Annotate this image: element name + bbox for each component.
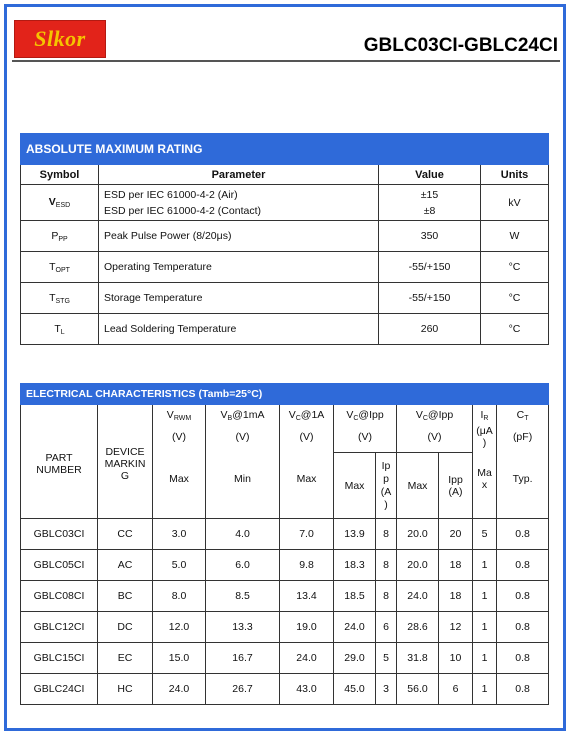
electrical-characteristics-table xyxy=(20,383,549,705)
table-row xyxy=(21,252,549,283)
vc-ipp-max-2: Max xyxy=(397,453,439,519)
ir-header: $I_R$ (μA ) Ma x xyxy=(473,405,497,519)
table-cell: 24.0 xyxy=(280,643,334,674)
table-cell: 7.0 xyxy=(280,519,334,550)
value-cell: 260 xyxy=(379,314,481,345)
table-cell: 12 xyxy=(439,612,473,643)
table-cell: 6 xyxy=(376,612,397,643)
table-cell: 5 xyxy=(376,643,397,674)
brand-logo xyxy=(14,20,106,58)
absolute-maximum-rating-table xyxy=(20,133,549,345)
table-row xyxy=(21,283,549,314)
table-cell: 1 xyxy=(473,550,497,581)
value-cell: 350 xyxy=(379,221,481,252)
column-header: Units xyxy=(481,165,549,185)
table-row xyxy=(21,674,549,705)
symbol-cell: $T_L$ xyxy=(21,314,99,345)
table-row xyxy=(21,581,549,612)
table-cell: 0.8 xyxy=(497,612,549,643)
symbol-cell: $T_{STG}$ xyxy=(21,283,99,314)
symbol-cell: $V_{ESD}$ xyxy=(21,185,99,221)
table-cell: 13.3 xyxy=(206,612,280,643)
symbol-cell: $T_{OPT}$ xyxy=(21,252,99,283)
table-cell: 8.5 xyxy=(206,581,280,612)
ct-header: $C_T$ (pF) Typ. xyxy=(497,405,549,519)
vc-ipp-header-1: $V_C@Ipp$ (V) xyxy=(334,405,397,453)
table-cell: 4.0 xyxy=(206,519,280,550)
parameter-cell: Peak Pulse Power (8/20μs) xyxy=(99,221,379,252)
vc-ipp-max-1: Max xyxy=(334,453,376,519)
column-header: Parameter xyxy=(99,165,379,185)
table-cell: 10 xyxy=(439,643,473,674)
ipp-header-2: Ipp (A) xyxy=(439,453,473,519)
table-cell: HC xyxy=(98,674,153,705)
unit-cell: W xyxy=(481,221,549,252)
table-cell: BC xyxy=(98,581,153,612)
table-cell: 13.4 xyxy=(280,581,334,612)
table-cell: 8.0 xyxy=(153,581,206,612)
table-cell: GBLC03CI xyxy=(21,519,98,550)
value-cell: -55/+150 xyxy=(379,252,481,283)
value-cell: -55/+150 xyxy=(379,283,481,314)
table-cell: GBLC08CI xyxy=(21,581,98,612)
table-cell: 6.0 xyxy=(206,550,280,581)
table-cell: 0.8 xyxy=(497,550,549,581)
table-cell: 24.0 xyxy=(334,612,376,643)
table-cell: CC xyxy=(98,519,153,550)
ipp-header-1: Ip p (A ) xyxy=(376,453,397,519)
table-cell: 56.0 xyxy=(397,674,439,705)
table-cell: 24.0 xyxy=(397,581,439,612)
table-cell: 1 xyxy=(473,674,497,705)
table-cell: EC xyxy=(98,643,153,674)
table-cell: 18 xyxy=(439,581,473,612)
table-cell: 19.0 xyxy=(280,612,334,643)
table-cell: 24.0 xyxy=(153,674,206,705)
parameter-cell: ESD per IEC 61000-4-2 (Air) ESD per IEC 61000-4-2 (Contact) xyxy=(99,185,379,221)
table-row xyxy=(21,643,549,674)
table-cell: GBLC12CI xyxy=(21,612,98,643)
table-cell: 20 xyxy=(439,519,473,550)
table-cell: 0.8 xyxy=(497,643,549,674)
table-row xyxy=(21,550,549,581)
table-row xyxy=(21,519,549,550)
table-cell: 16.7 xyxy=(206,643,280,674)
vc-ipp-header-2: $V_C@Ipp$ (V) xyxy=(397,405,473,453)
table-cell: 12.0 xyxy=(153,612,206,643)
table-row xyxy=(21,221,549,252)
vrwm-header: $V_{RWM}$ (V) Max xyxy=(153,405,206,519)
table-cell: 0.8 xyxy=(497,519,549,550)
unit-cell: kV xyxy=(481,185,549,221)
part-number-header: PART NUMBER xyxy=(21,405,98,519)
table-cell: 8 xyxy=(376,550,397,581)
table-cell: 1 xyxy=(473,612,497,643)
table-cell: GBLC24CI xyxy=(21,674,98,705)
unit-cell: °C xyxy=(481,283,549,314)
table-cell: 43.0 xyxy=(280,674,334,705)
table-cell: 31.8 xyxy=(397,643,439,674)
device-marking-header: DEVICE MARKIN G xyxy=(98,405,153,519)
parameter-cell: Operating Temperature xyxy=(99,252,379,283)
table-cell: GBLC15CI xyxy=(21,643,98,674)
table-cell: 9.8 xyxy=(280,550,334,581)
unit-cell: °C xyxy=(481,252,549,283)
table-cell: 13.9 xyxy=(334,519,376,550)
table-cell: 3.0 xyxy=(153,519,206,550)
table-cell: 20.0 xyxy=(397,519,439,550)
vb-header: $V_B@1mA$ (V) Min xyxy=(206,405,280,519)
table-cell: 18.3 xyxy=(334,550,376,581)
parameter-cell: Lead Soldering Temperature xyxy=(99,314,379,345)
table-cell: 26.7 xyxy=(206,674,280,705)
table-cell: 0.8 xyxy=(497,674,549,705)
column-header: Symbol xyxy=(21,165,99,185)
table-row xyxy=(21,314,549,345)
table-cell: 15.0 xyxy=(153,643,206,674)
table-cell: 1 xyxy=(473,643,497,674)
table-cell: 45.0 xyxy=(334,674,376,705)
table-cell: DC xyxy=(98,612,153,643)
vc-1a-header: $V_C@1A$ (V) Max xyxy=(280,405,334,519)
table-cell: 0.8 xyxy=(497,581,549,612)
table-caption: ABSOLUTE MAXIMUM RATING xyxy=(21,134,549,165)
logo-text: Slkor xyxy=(34,26,86,51)
table-cell: 6 xyxy=(439,674,473,705)
column-header: Value xyxy=(379,165,481,185)
table-cell: 29.0 xyxy=(334,643,376,674)
table-row xyxy=(21,612,549,643)
table-cell: AC xyxy=(98,550,153,581)
table-cell: 5.0 xyxy=(153,550,206,581)
table-cell: 1 xyxy=(473,581,497,612)
table-cell: 18 xyxy=(439,550,473,581)
unit-cell: °C xyxy=(481,314,549,345)
table-cell: 18.5 xyxy=(334,581,376,612)
table-cell: GBLC05CI xyxy=(21,550,98,581)
table-caption: ELECTRICAL CHARACTERISTICS (Tamb=25°C) xyxy=(21,384,549,405)
table-cell: 8 xyxy=(376,519,397,550)
table-cell: 3 xyxy=(376,674,397,705)
header-divider xyxy=(12,60,560,62)
table-cell: 8 xyxy=(376,581,397,612)
value-cell: ±15 ±8 xyxy=(379,185,481,221)
table-cell: 20.0 xyxy=(397,550,439,581)
table-cell: 5 xyxy=(473,519,497,550)
table-cell: 28.6 xyxy=(397,612,439,643)
symbol-cell: $P_{PP}$ xyxy=(21,221,99,252)
page-title: GBLC03CI-GBLC24CI xyxy=(363,35,558,56)
table-row xyxy=(21,185,549,221)
parameter-cell: Storage Temperature xyxy=(99,283,379,314)
